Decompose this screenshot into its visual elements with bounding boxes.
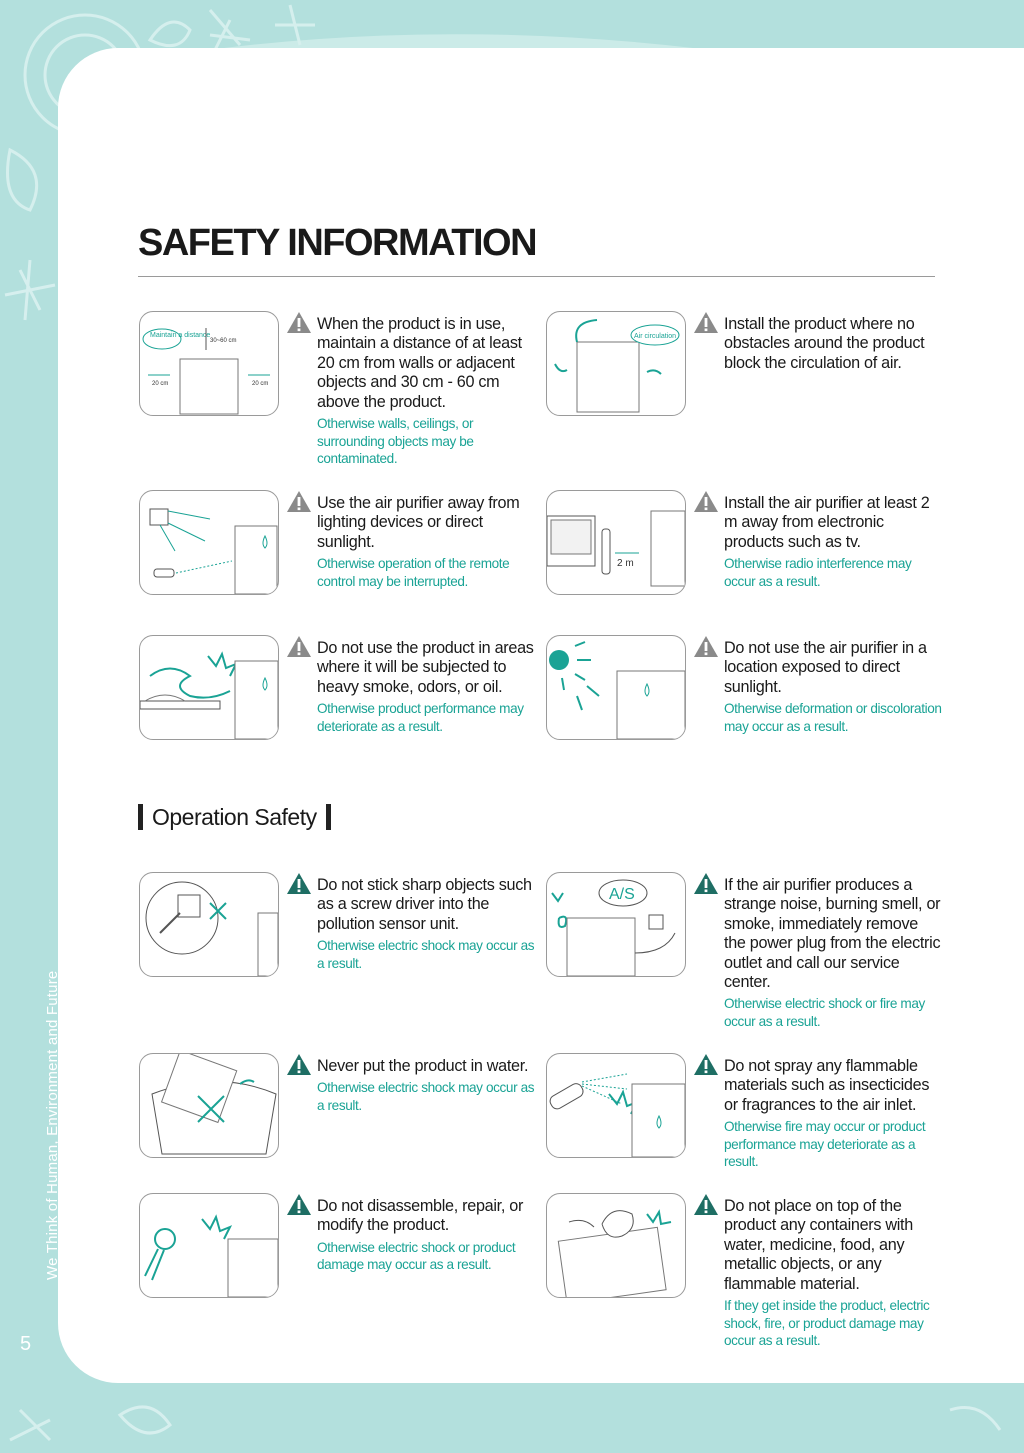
item-note: Otherwise product performance may deteriorate as a result. <box>317 701 524 734</box>
item-text: Install the air purifier at least 2 m away from electronic products such as tv. <box>724 494 930 551</box>
caution-gray-icon <box>693 490 719 513</box>
section-bar-right <box>326 804 331 830</box>
item-text: Do not use the product in areas where it will be subjected to heavy smoke, odors, or oil. <box>317 639 534 696</box>
item-text: Do not stick sharp objects such as a screw driver into the pollution sensor unit. <box>317 876 532 933</box>
right-distance-label: 20 cm <box>252 381 269 387</box>
item-text: Do not disassemble, repair, or modify the product. <box>317 1197 524 1235</box>
caution-gray-icon <box>286 311 312 334</box>
item-text: Do not use the air purifier in a location exposed to direct sunlight. <box>724 639 927 696</box>
item-text: Use the air purifier away from lighting devices or direct sunlight. <box>317 494 520 551</box>
item-note: Otherwise electric shock may occur as a result. <box>317 1080 535 1113</box>
item-note: Otherwise electric shock or fire may occur as a result. <box>724 996 925 1030</box>
side-tagline: We Think of Human, Environment and Future <box>44 970 61 1280</box>
maintain-label: Maintain a distance <box>150 332 211 339</box>
item-note: Otherwise electric shock or product damage may occur as a result. <box>317 1239 516 1273</box>
item-text: If the air purifier produces a strange noise, burning smell, or smoke, immediately remove the power plug from the electric outlet and call our service center. <box>724 876 941 992</box>
item-text: Do not place on top of the product any containers with water, medicine, food, any metallic objects, or any flammable material. <box>724 1197 913 1293</box>
illustration-tv-distance <box>546 490 686 595</box>
item-note: If they get inside the product, electric shock, fire, or product damage may occur as a result. <box>724 1298 930 1349</box>
warning-dark-icon <box>286 1053 312 1076</box>
item-note: Otherwise operation of the remote control may be interrupted. <box>317 556 510 589</box>
height-label: 30~60 cm <box>210 338 237 344</box>
illustration-lighting <box>139 490 279 595</box>
caution-gray-icon <box>286 490 312 513</box>
page-title: SAFETY INFORMATION <box>138 222 537 264</box>
as-label: A/S <box>609 886 635 903</box>
illustration-smoke <box>139 635 279 740</box>
item-note: Otherwise electric shock may occur as a result. <box>317 938 535 971</box>
item-note: Otherwise fire may occur or product performance may deteriorate as a result. <box>724 1119 926 1170</box>
item-text: When the product is in use, maintain a distance of at least 20 cm from walls or adjacent objects and 30 cm - 60 cm above the product. <box>317 315 522 411</box>
warning-dark-icon <box>693 872 719 895</box>
item-note: Otherwise radio interference may occur as a result. <box>724 556 912 589</box>
section-title: Operation Safety <box>152 803 317 830</box>
left-distance-label: 20 cm <box>152 381 169 387</box>
caution-gray-icon <box>286 635 312 658</box>
warning-dark-icon <box>693 1053 719 1076</box>
illustration-sunlight <box>546 635 686 740</box>
illustration-sensor <box>139 872 279 977</box>
air-circulation-label: Air circulation <box>634 333 677 340</box>
illustration-air-circulation <box>546 311 686 416</box>
warning-dark-icon <box>693 1193 719 1216</box>
item-text: Do not spray any flammable materials such as insecticides or fragrances to the air inlet. <box>724 1057 930 1114</box>
two-m-label: 2 m <box>617 558 634 569</box>
item-text: Never put the product in water. <box>317 1057 529 1075</box>
item-note: Otherwise walls, ceilings, or surrounding objects may be contaminated. <box>317 416 474 467</box>
illustration-service <box>546 872 686 977</box>
item-note: Otherwise deformation or discoloration may occur as a result. <box>724 701 942 734</box>
caution-gray-icon <box>693 311 719 334</box>
caution-gray-icon <box>693 635 719 658</box>
warning-dark-icon <box>286 1193 312 1216</box>
illustration-containers <box>546 1193 686 1298</box>
section-heading <box>138 800 331 834</box>
item-text: Install the product where no obstacles around the product block the circulation of air. <box>724 315 925 372</box>
page-number: 5 <box>20 1333 32 1355</box>
illustration-disassemble <box>139 1193 279 1298</box>
title-divider <box>138 276 935 277</box>
illustration-distance <box>139 311 279 416</box>
illustration-spray <box>546 1053 686 1158</box>
warning-dark-icon <box>286 872 312 895</box>
illustration-water <box>139 1053 279 1158</box>
section-bar-left <box>138 804 143 830</box>
